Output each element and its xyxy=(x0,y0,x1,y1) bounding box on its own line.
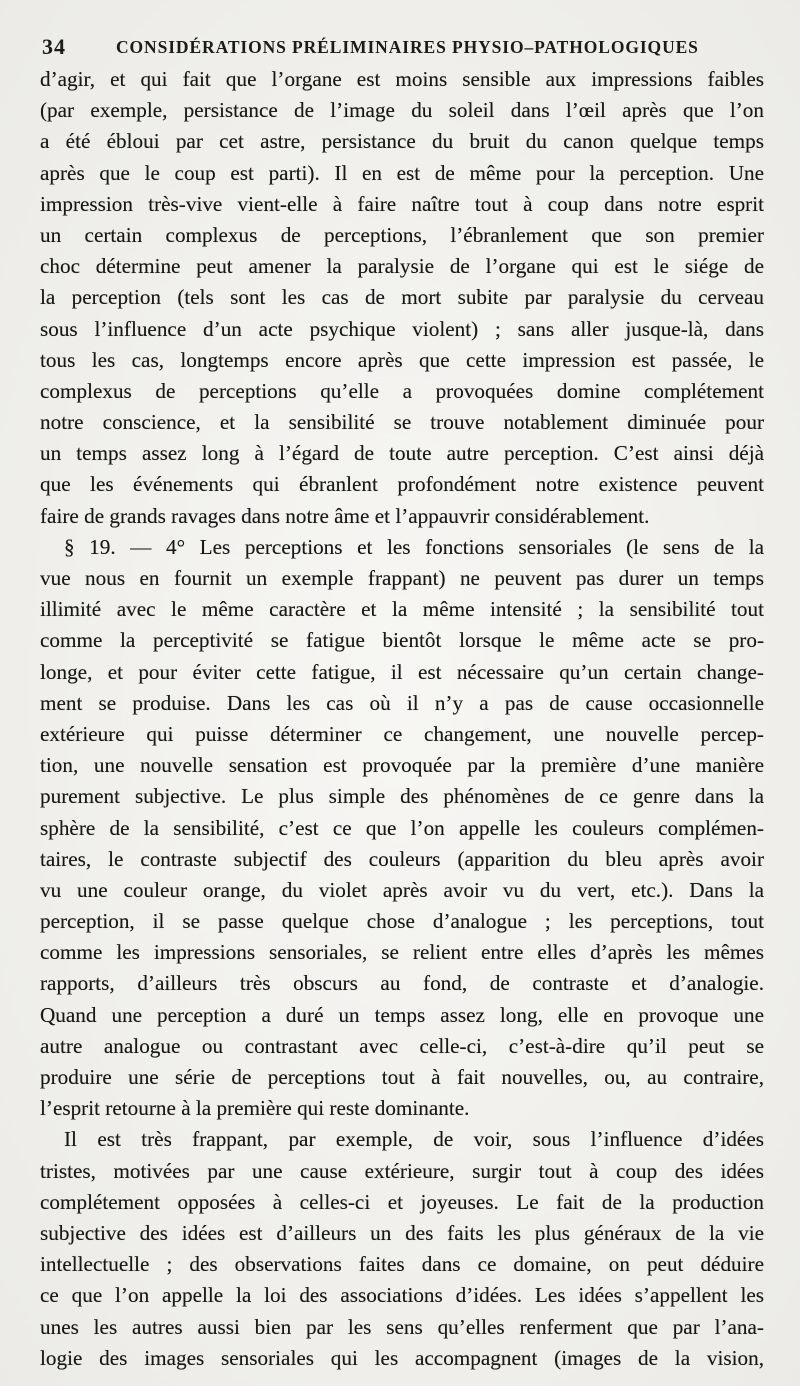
text-line: illimité avec le même caractère et la même intensité ; la sensibilité tout xyxy=(40,597,764,622)
text-line: unes les autres aussi bien par les sens qu’elles renferment que par l’ana- xyxy=(40,1314,764,1339)
text-line: la perception (tels sont les cas de mort subite par paralysie du cerveau xyxy=(40,285,764,310)
text-line: faire de grands ravages dans notre âme et l’appauvrir considérablement. xyxy=(40,503,650,528)
text-line: sphère de la sensibilité, c’est ce que l’on appelle les couleurs complémen- xyxy=(40,815,764,840)
text-line: vue nous en fournit un exemple frappant) ne peuvent pas durer un temps xyxy=(40,566,764,590)
paragraph-start-line: Il est très frappant, par exemple, de voir, sous l’influence d’idées xyxy=(64,1127,764,1152)
page-header xyxy=(42,34,762,62)
text-line: longe, et pour éviter cette fatigue, il est nécessaire qu’un certain change- xyxy=(40,659,764,684)
text-line: complexus de perceptions qu’elle a provoquées domine complétement xyxy=(40,378,764,403)
text-line: comme les impressions sensoriales, se relient entre elles d’après les mêmes xyxy=(40,940,764,965)
text-line: l’esprit retourne à la première qui reste dominante. xyxy=(40,1096,470,1121)
page-number: 34 xyxy=(42,34,66,59)
text-line: ment se produise. Dans les cas où il n’y a pas de cause occasionnelle xyxy=(40,690,764,715)
text-line: impression très-vive vient-elle à faire naître tout à coup dans notre esprit xyxy=(40,191,764,216)
text-line: perception, il se passe quelque chose d’analogue ; les perceptions, tout xyxy=(40,909,764,934)
text-line: Quand une perception a duré un temps assez long, elle en provoque une xyxy=(40,1002,764,1027)
text-line: produire une série de perceptions tout à fait nouvelles, ou, au contraire, xyxy=(40,1065,764,1089)
text-line: tristes, motivées par une cause extérieure, surgir tout à coup des idées xyxy=(40,1158,764,1183)
text-line: rapports, d’ailleurs très obscurs au fond, de contraste et d’analogie. xyxy=(40,971,764,996)
text-line: que les événements qui ébranlent profondément notre existence peuvent xyxy=(40,472,764,497)
text-line: notre conscience, et la sensibilité se trouve notablement diminuée pour xyxy=(40,410,764,435)
section-heading-line: § 19. — 4° Les perceptions et les fonctions sensoriales (le sens de la xyxy=(64,534,764,559)
text-line: un certain complexus de perceptions, l’ébranlement que son premier xyxy=(40,222,764,247)
text-line: sous l’influence d’un acte psychique violent) ; sans aller jusque-là, dans xyxy=(40,316,764,341)
text-line: tous les cas, longtemps encore après que cette impression est passée, le xyxy=(40,347,764,372)
text-line: un temps assez long à l’égard de toute autre perception. C’est ainsi déjà xyxy=(40,441,764,466)
text-line: ce que l’on appelle la loi des associations d’idées. Les idées s’appellent les xyxy=(40,1283,764,1308)
text-line: complétement opposées à celles-ci et joyeuses. Le fait de la production xyxy=(40,1189,764,1214)
text-line: comme la perceptivité se fatigue bientôt lorsque le même acte se pro- xyxy=(40,628,764,653)
text-line: subjective des idées est d’ailleurs un des faits les plus généraux de la vie xyxy=(40,1220,764,1245)
text-line: taires, le contraste subjectif des couleurs (apparition du bleu après avoir xyxy=(40,846,764,871)
text-line: purement subjective. Le plus simple des phénomènes de ce genre dans la xyxy=(40,784,764,809)
text-line: autre analogue ou contrastant avec celle-ci, c’est-à-dire qu’il peut se xyxy=(40,1033,764,1058)
text-line: vu une couleur orange, du violet après avoir vu du vert, etc.). Dans la xyxy=(40,877,764,902)
text-line: (par exemple, persistance de l’image du soleil dans l’œil après que l’on xyxy=(40,98,764,123)
text-line: tion, une nouvelle sensation est provoquée par la première d’une manière xyxy=(40,753,764,778)
text-line: logie des images sensoriales qui les accompagnent (images de la vision, xyxy=(40,1345,764,1370)
text-line: intellectuelle ; des observations faites dans ce domaine, on peut déduire xyxy=(40,1252,764,1277)
text-line: après que le coup est parti). Il en est de même pour la perception. Une xyxy=(40,160,764,185)
text-line: extérieure qui puisse déterminer ce changement, une nouvelle percep- xyxy=(40,721,764,746)
running-head: CONSIDÉRATIONS PRÉLIMINAIRES PHYSIO–PATHOLOGIQUES xyxy=(116,37,699,57)
text-line: d’agir, et qui fait que l’organe est moins sensible aux impressions faibles xyxy=(40,67,764,91)
text-line: a été ébloui par cet astre, persistance du bruit du canon quelque temps xyxy=(40,129,764,154)
body-text xyxy=(40,64,764,1374)
text-line: choc détermine peut amener la paralysie de l’organe qui est le siége de xyxy=(40,254,764,279)
